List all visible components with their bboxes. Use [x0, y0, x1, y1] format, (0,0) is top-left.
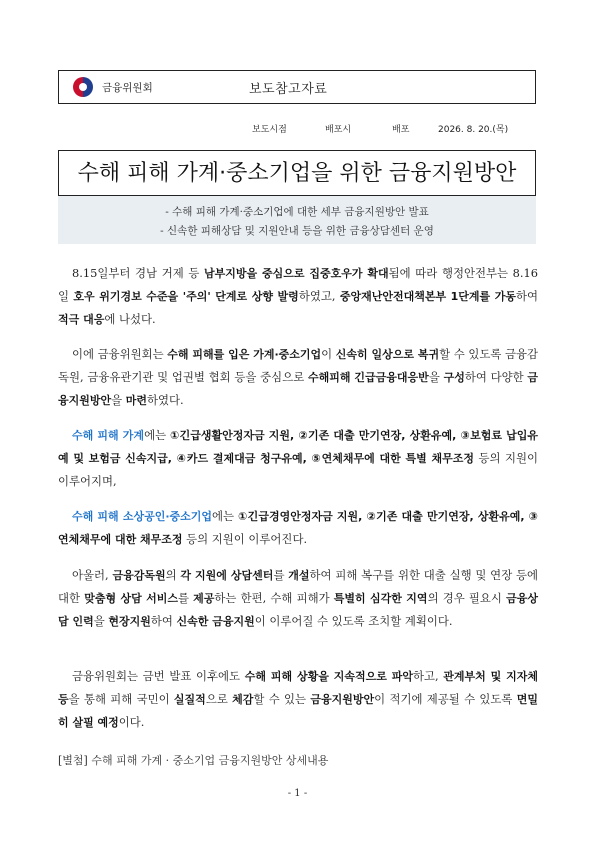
bold-run: 신속한 금융지원: [176, 615, 255, 628]
bold-run: 제공: [193, 592, 215, 605]
text-run: 아울러,: [72, 568, 113, 582]
text-run: 이다.: [118, 715, 145, 729]
bold-run: 실질적: [173, 693, 206, 706]
text-run: 으로: [205, 692, 233, 706]
paragraph-4: [58, 505, 538, 551]
bold-run: 금융감독원: [112, 569, 166, 582]
bold-run: 특별히 심각한 지역: [333, 592, 428, 605]
subtitle-2: - 신속한 피해상담 및 지원안내 등을 위한 금융상담센터 운영: [160, 225, 434, 237]
subtitle-box: [58, 196, 536, 244]
bold-run: 각 지원에 상담센터: [180, 569, 274, 582]
bold-run: 맞춤형 상담 서비스: [84, 592, 178, 605]
bold-run: 현장지원: [108, 615, 151, 628]
text-run: 금융위원회는 금번 발표 이후에도: [72, 669, 245, 683]
bold-run: 금융지원방안: [58, 371, 539, 407]
distribution-label: 배포: [392, 125, 410, 135]
bold-run: ①긴급경영안정자금 지원, ②기존 대출 만기연장, 상환유예, ③연체채무에 대한 채무조정: [58, 510, 538, 546]
bold-run: 호우 위기경보 수준을 '주의' 단계로 상향 발령: [73, 290, 299, 303]
bold-run: 남부지방을 중심으로 집중호우가 확대: [204, 267, 389, 280]
highlight-run: 수해 피해 소상공인·중소기업: [72, 510, 213, 523]
text-run: 하고,: [412, 669, 444, 683]
press-header-box: [58, 70, 536, 104]
text-run: 이 적기에 제공될 수 있도록: [374, 692, 517, 706]
text-run: 이 이루어질 수 있도록 조치할 계획이다.: [254, 614, 453, 628]
text-run: 을: [111, 393, 126, 407]
text-run: 8.15일부터 경남 거제 등: [72, 266, 205, 280]
org-name: 금융위원회: [102, 82, 153, 94]
text-run: 할 수 있는: [253, 692, 311, 706]
bold-run: 금융지원방안: [310, 693, 375, 706]
text-run: 에 나섰다.: [104, 312, 156, 326]
bold-run: 마련: [125, 394, 148, 407]
text-run: 의: [165, 568, 181, 582]
bold-run: 수해피해 긴급금융대응반: [307, 371, 429, 384]
text-run: 등의 지원이 이루어지며,: [58, 451, 539, 488]
release-value: 배포시: [325, 125, 352, 135]
text-run: 등의 지원이 이루어진다.: [182, 532, 308, 546]
paragraph-5: [58, 564, 538, 633]
text-run: 하는 한편, 수해 피해가: [214, 591, 334, 605]
text-run: 에는: [212, 509, 239, 523]
paragraph-3: [58, 424, 538, 492]
paragraph-6: [58, 665, 538, 734]
text-run: 를: [177, 591, 194, 605]
paragraph-1: [58, 262, 538, 331]
release-label: 보도시점: [252, 125, 287, 135]
text-run: 하여: [516, 289, 539, 303]
text-run: 이: [321, 347, 336, 361]
bold-run: ①긴급생활안정자금 지원, ②기존 대출 만기연장, 상환유예, ③보험료 납입유예 및 보험금 신속지급, ④카드 결제대금 청구유예, ⑤연체채무에 대한 특별 채무조정: [58, 429, 538, 465]
text-run: 하여 피해 복구를 위한 대출 실행 및 연장 등에 대한: [58, 568, 539, 605]
bold-run: 구성: [443, 371, 465, 384]
bold-run: 금융상담 인력: [58, 592, 538, 628]
bold-run: 수해 피해를 입은 가계·중소기업: [167, 348, 322, 361]
page-number: - 1 -: [287, 788, 308, 799]
bold-run: 관계부처 및 지자체 등: [58, 670, 538, 706]
text-run: 하여: [150, 614, 177, 628]
bold-run: 적극 대응: [58, 313, 105, 326]
text-run: 을: [93, 614, 109, 628]
page-title: 수해 피해 가계·중소기업을 위한 금융지원방안: [77, 161, 517, 186]
text-run: 이에 금융위원회는: [72, 347, 168, 361]
bold-run: 신속히 일상으로 복귀: [335, 348, 440, 361]
subtitle-1: - 수해 피해 가계·중소기업에 대한 세부 금융지원방안 발표: [165, 206, 429, 218]
text-run: 에는: [144, 428, 171, 442]
bold-run: 중앙재난안전대책본부 1단계를 가동: [339, 290, 516, 303]
paragraph-2: [58, 343, 538, 412]
bold-run: 개설: [288, 569, 310, 582]
government-logo-icon: [73, 77, 93, 97]
bold-run: 체감: [232, 693, 254, 706]
distribution-date: 2026. 8. 20.(목): [438, 125, 509, 135]
text-run: 할 수 있도록 금융감독원, 금융유관기관 및 업권별 협회 등을 중심으로: [58, 347, 539, 384]
text-run: 하였고,: [298, 289, 340, 303]
text-run: 을: [428, 370, 444, 384]
text-run: 하였다.: [147, 393, 184, 407]
bold-run: 수해 피해 상황을 지속적으로 파악: [244, 670, 413, 683]
highlight-run: 수해 피해 가계: [72, 429, 145, 442]
text-run: 의 경우 필요시: [427, 591, 507, 605]
text-run: 하여 다양한: [464, 370, 528, 384]
attachment-note: [별첨] 수해 피해 가계 · 중소기업 금융지원방안 상세내용: [58, 754, 329, 767]
title-box: [58, 150, 536, 196]
doc-type: 보도참고자료: [249, 82, 328, 97]
text-run: 됨에 따라 행정안전부는 8.16일: [58, 266, 538, 303]
text-run: 을 통해 피해 국민이: [68, 692, 174, 706]
text-run: 를: [273, 568, 289, 582]
bold-run: 면밀히 살필 예정: [58, 693, 538, 729]
